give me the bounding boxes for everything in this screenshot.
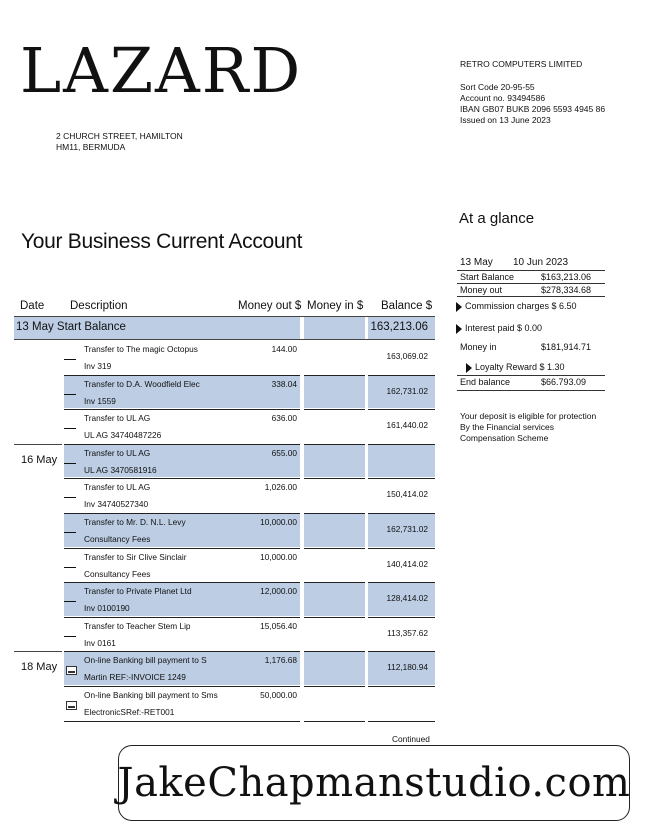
row-divider <box>304 478 365 479</box>
start-balance-amount: 163,213.06 <box>370 321 428 333</box>
money-out-label: Money out <box>460 285 503 295</box>
row-reference: Inv 34740527340 <box>84 499 149 510</box>
row-band <box>304 514 365 547</box>
glance-period <box>460 257 568 268</box>
row-description: On-line Banking bill payment to S <box>84 655 207 666</box>
row-balance: 128,414.02 <box>386 593 428 604</box>
company-name: RETRO COMPUTERS LIMITED <box>460 59 583 69</box>
end-balance-value: $66.793.09 <box>541 377 587 387</box>
address <box>56 131 183 153</box>
bill-payment-icon <box>66 666 77 675</box>
row-reference: Inv 1559 <box>84 395 116 406</box>
row-description: Transfer to The magic Octopus <box>84 344 198 354</box>
glance-date-from: 13 May <box>460 257 493 268</box>
row-description: Transfer to Sir Clive Sinclair <box>84 551 187 562</box>
row-balance: 112,180.94 <box>387 662 428 673</box>
transfer-dash-icon <box>64 428 76 429</box>
row-divider <box>368 548 435 549</box>
row-reference: ElectronicSRef:-RET001 <box>84 707 175 717</box>
row-money-out: 50,000.00 <box>260 690 297 700</box>
row-money-out: 10,000.00 <box>260 517 297 527</box>
address-line-2: HM11, BERMUDA <box>56 142 126 152</box>
row-money-out: 636.00 <box>271 413 297 424</box>
row-divider <box>64 617 300 618</box>
bank-logo: LAZARD <box>20 34 303 107</box>
account-title: Your Business Current Account <box>21 230 303 253</box>
account-number: Account no. 93494586 <box>460 93 546 103</box>
row-divider <box>64 409 300 410</box>
transfer-dash-icon <box>64 394 76 395</box>
row-divider <box>64 721 300 722</box>
protection-line: By the Financial services <box>460 422 555 432</box>
row-reference: UL AG 3470581916 <box>84 464 157 475</box>
row-band <box>304 583 365 616</box>
row-balance: 150,414.02 <box>386 489 428 500</box>
row-band <box>368 445 435 478</box>
row-divider <box>368 409 435 410</box>
interest-paid <box>456 323 542 334</box>
glance-start-balance <box>459 271 605 283</box>
row-description: Transfer to UL AG <box>84 413 151 424</box>
row-money-out: 10,000.00 <box>260 551 297 562</box>
issue-date: Issued on 13 June 2023 <box>460 115 551 125</box>
row-divider <box>64 548 300 549</box>
row-reference: Inv 0161 <box>84 637 116 648</box>
money-in-label: Money in <box>460 342 497 352</box>
row-reference: Inv 319 <box>84 361 112 371</box>
row-description: Transfer to UL AG <box>84 482 151 493</box>
col-header-balance: Balance $ <box>381 300 433 312</box>
continued-label: Continued <box>392 734 430 744</box>
transfer-dash-icon <box>64 359 76 360</box>
protection-line: Compensation Scheme <box>460 433 549 443</box>
row-divider <box>304 721 365 722</box>
money-in-value: $181,914.71 <box>541 342 592 352</box>
row-description: Transfer to UL AG <box>84 447 151 458</box>
row-band <box>304 445 365 478</box>
col-header-money-in: Money in $ <box>307 300 364 312</box>
row-divider <box>368 721 435 722</box>
row-divider <box>368 686 435 687</box>
row-money-out: 15,056.40 <box>260 620 297 631</box>
row-reference: Inv 0100190 <box>84 603 130 614</box>
bill-payment-icon <box>66 701 77 710</box>
expand-triangle-icon <box>456 324 462 334</box>
row-description: Transfer to Teacher Stem Lip <box>84 620 191 631</box>
transfer-dash-icon <box>64 463 76 464</box>
row-money-out: 12,000.00 <box>260 586 297 597</box>
start-balance-band <box>304 317 365 339</box>
row-money-out: 1,026.00 <box>264 482 297 493</box>
date-divider <box>14 651 62 652</box>
watermark-banner: JakeChapmanstudio.com <box>118 745 630 821</box>
start-balance-value: $163,213.06 <box>541 272 592 282</box>
sort-code: Sort Code 20-95-55 <box>460 82 535 92</box>
row-balance: 140,414.02 <box>386 558 428 569</box>
row-date: 18 May <box>21 661 58 674</box>
row-description: Transfer to Private Planet Ltd <box>84 586 192 597</box>
row-balance: 161,440.02 <box>386 420 428 431</box>
row-balance: 162,731.02 <box>386 385 428 396</box>
protection-line: Your deposit is eligible for protection <box>460 411 597 421</box>
glance-date-to: 10 Jun 2023 <box>513 257 569 268</box>
row-divider <box>14 339 435 340</box>
loyalty-text: Loyalty Reward $ 1.30 <box>475 362 565 372</box>
row-divider <box>64 478 300 479</box>
col-header-description: Description <box>70 300 128 312</box>
row-money-out: 144.00 <box>271 344 297 354</box>
row-band <box>304 376 365 409</box>
glance-money-out <box>459 284 605 296</box>
transfer-dash-icon <box>64 636 76 637</box>
row-divider <box>304 409 365 410</box>
commission-text: Commission charges $ 6.50 <box>465 301 577 311</box>
row-description: On-line Banking bill payment to Sms <box>84 690 218 700</box>
row-money-out: 338.04 <box>271 378 297 389</box>
glance-divider <box>457 296 605 297</box>
row-description: Transfer to Mr. D. N.L. Levy <box>84 517 186 527</box>
end-balance-label: End balance <box>460 377 511 387</box>
commission-charges <box>456 301 577 312</box>
row-divider <box>304 686 365 687</box>
expand-triangle-icon <box>466 363 472 373</box>
transfer-dash-icon <box>64 532 76 533</box>
iban: IBAN GB07 BUKB 2096 5593 4945 86 <box>460 104 606 114</box>
protection-notice <box>460 411 596 444</box>
interest-text: Interest paid $ 0.00 <box>465 323 543 333</box>
expand-triangle-icon <box>456 302 462 312</box>
col-header-money-out: Money out $ <box>238 300 302 312</box>
row-balance: 113,357.62 <box>387 627 428 638</box>
loyalty-reward <box>466 362 565 373</box>
transfer-dash-icon <box>64 497 76 498</box>
row-reference: Martin REF:-INVOICE 1249 <box>84 672 186 683</box>
row-divider <box>368 617 435 618</box>
col-header-date: Date <box>20 300 45 312</box>
address-line-1: 2 CHURCH STREET, HAMILTON <box>56 131 183 141</box>
row-divider <box>304 548 365 549</box>
glance-money-in <box>459 341 605 353</box>
glance-divider <box>457 390 605 391</box>
row-date: 16 May <box>21 453 58 466</box>
row-divider <box>368 478 435 479</box>
glance-title: At a glance <box>459 210 535 227</box>
row-divider <box>64 686 300 687</box>
start-balance-label: 13 May Start Balance <box>16 321 126 333</box>
transfer-dash-icon <box>64 567 76 568</box>
row-divider <box>304 617 365 618</box>
row-reference: Consultancy Fees <box>84 534 151 544</box>
row-balance: 162,731.02 <box>386 524 428 534</box>
bank-details <box>460 82 605 126</box>
glance-end-balance <box>459 376 605 388</box>
money-out-value: $278,334.68 <box>541 285 592 295</box>
date-divider <box>14 444 62 445</box>
row-reference: UL AG 34740487226 <box>84 430 162 441</box>
row-balance: 163,069.02 <box>386 351 428 361</box>
transfer-dash-icon <box>64 601 76 602</box>
row-money-out: 1,176.68 <box>264 655 297 666</box>
row-band <box>304 652 365 685</box>
start-balance-label: Start Balance <box>460 272 515 282</box>
row-money-out: 655.00 <box>271 447 297 458</box>
row-description: Transfer to D.A. Woodfield Elec <box>84 378 200 389</box>
row-reference: Consultancy Fees <box>84 568 151 579</box>
